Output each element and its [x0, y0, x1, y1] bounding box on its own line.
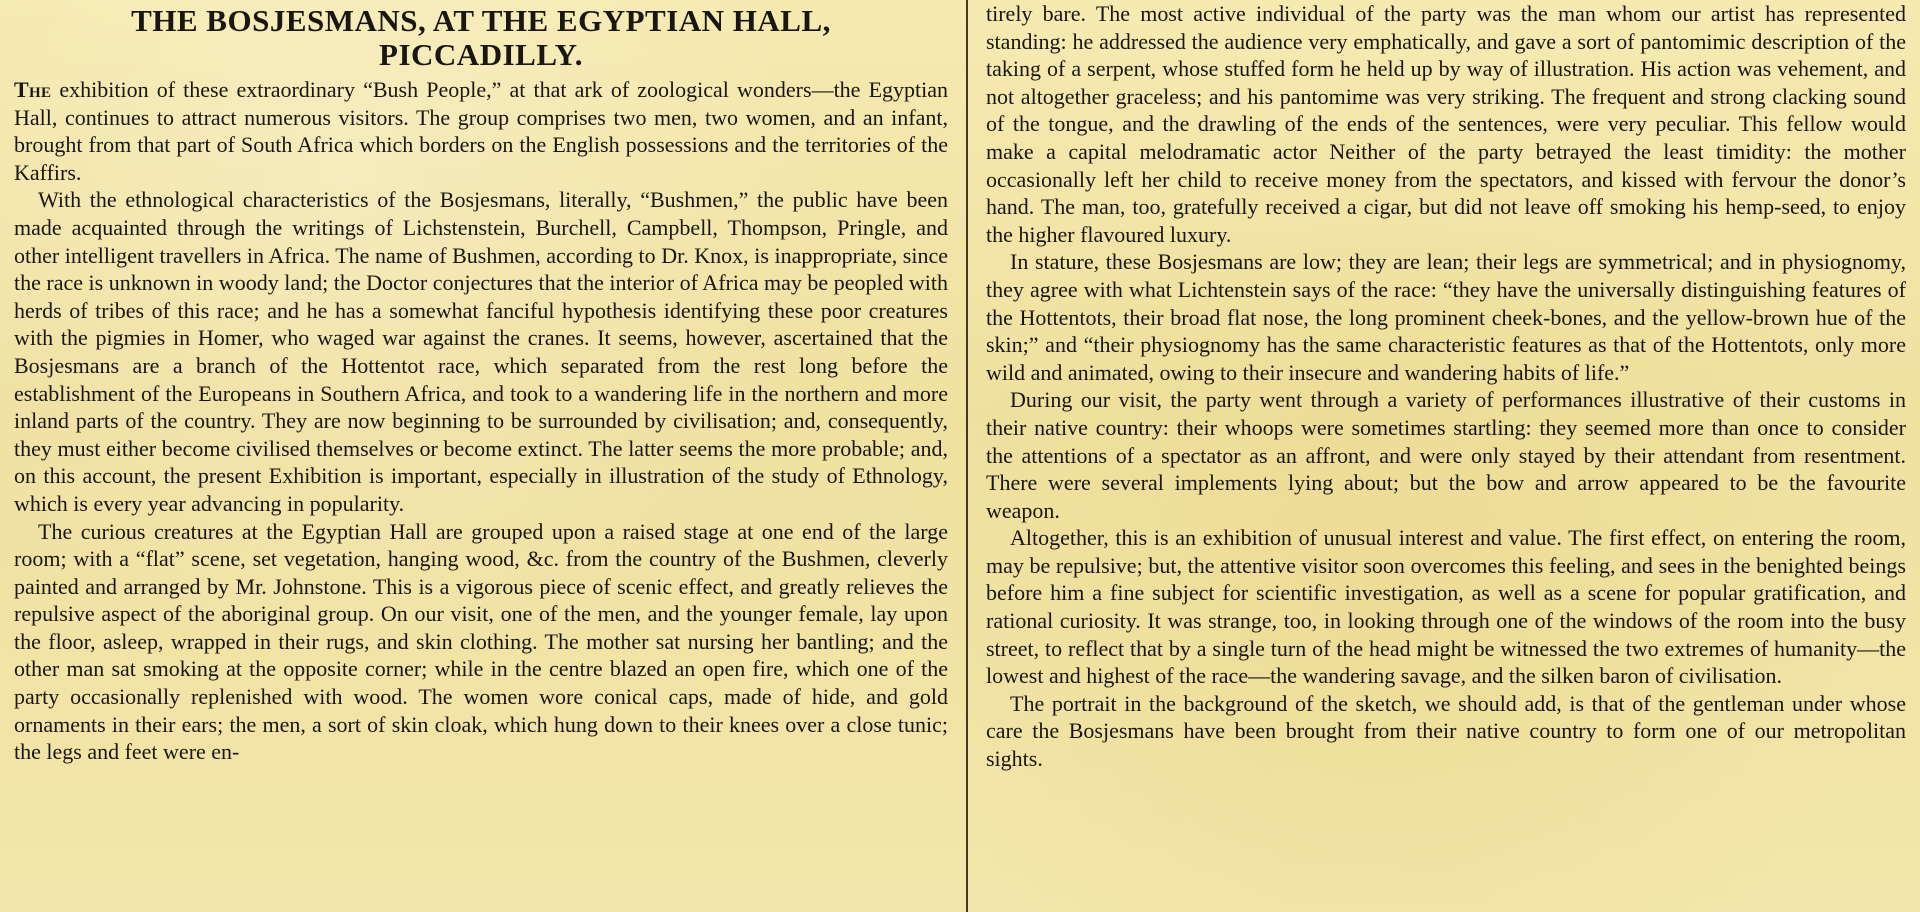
paragraph-3-continued: tirely bare. The most active individual of the party was the man whom our artist has represented standing: he addressed the audience very emphatically, and gave a sort of pantomimic description of the taking of a serpent, whose stuffed form he held up by way of illustration. His action was vehement, and not altogether graceless; and his pantomime was very striking. The frequent and strong clacking sound of the tongue, and the drawling of the ends of the sentences, were very peculiar. This fellow would make a capital melodramatic actor Neither of the party betrayed the least timidity: the mother occasionally left her child to receive money from the spectators, and kissed with fervour the donor’s hand. The man, too, gratefully received a cigar, but did not leave off smoking his hemp-seed, to enjoy the higher flavoured luxury.: [986, 1, 1906, 247]
paragraph-2: With the ethnological characteristics of the Bosjesmans, literally, “Bushmen,” the public have been made acquainted through the writings of Lichstenstein, Burchell, Campbell, Thompson, Pringle, and other intelligent travellers in Africa. The name of Bushmen, according to Dr. Knox, is inappropriate, since the race is unknown in woody land; the Doctor conjectures that the interior of Africa may be peopled with herds of tribes of this race; and he has a somewhat fanciful hypothesis identifying these poor creatures with the pigmies in Homer, who waged war against the cranes. It seems, however, ascertained that the Bosjesmans are a branch of the Hottentot race, which separated from the rest long before the establishment of the Europeans in Southern Africa, and took to a wandering life in the northern and more inland parts of the country. They are now beginning to be surrounded by civilisation; and, consequently, they must either become civilised themselves or become extinct. The latter seems the more probable; and, on this account, the present Exhibition is important, especially in illustration of the study of Ethnology, which is every year advancing in popularity.: [14, 187, 948, 516]
paragraph-1-lead-word: The: [14, 77, 52, 102]
paragraph-1-text: exhibition of these extraordinary “Bush People,” at that ark of zoological wonders—the Egyptian Hall, continues to attract numerous visitors. The group comprises two men, two women, and an infant, brought from that part of South Africa which borders on the English possessions and the territories of the Kaffirs.: [14, 77, 948, 185]
paragraph-5: During our visit, the party went through a variety of performances illustrative of their customs in their native country: their whoops were sometimes startling: they seemed more than once to consider the attentions of a spectator as an affront, and were only stayed by their attendant from resentment. There were several implements lying about; but the bow and arrow appeared to be the favourite weapon.: [986, 387, 1906, 523]
column-divider: [966, 0, 968, 912]
left-column: [14, 0, 948, 912]
article-title-line-2: PICCADILLY.: [379, 37, 583, 72]
paragraph-4: In stature, these Bosjesmans are low; they are lean; their legs are symmetrical; and in physiognomy, they agree with what Lichtenstein says of the race: “they have the universally distinguishing features of the Hottentots, their broad flat nose, the long prominent cheek-bones, and the yellow-brown hue of the skin;” and “their physiognomy has the same characteristic features as that of the Hottentots, only more wild and animated, owing to their insecure and wandering habits of life.”: [986, 249, 1906, 385]
article-title: [14, 4, 948, 72]
paragraph-6: Altogether, this is an exhibition of unusual interest and value. The first effect, on entering the room, may be repulsive; but, the attentive visitor soon overcomes this feeling, and sees in the benighted beings before him a fine subject for scientific investigation, as well as a scene for popular gratification, and rational curiosity. It was strange, too, in looking through one of the windows of the room into the busy street, to reflect that by a single turn of the head might be witnessed the two extremes of humanity—the lowest and highest of the race—the wandering savage, and the silken baron of civilisation.: [986, 525, 1906, 689]
paragraph-7: The portrait in the background of the sketch, we should add, is that of the gentleman under whose care the Bosjesmans have been brought from their native country to form one of our metropolitan sights.: [986, 690, 1906, 772]
article-title-line-1: THE BOSJESMANS, AT THE EGYPTIAN HALL,: [131, 3, 831, 38]
paragraph-3: The curious creatures at the Egyptian Hall are grouped upon a raised stage at one end of the large room; with a “flat” scene, set vegetation, hanging wood, &c. from the country of the Bushmen, cleverly painted and arranged by Mr. Johnstone. This is a vigorous piece of scenic effect, and greatly relieves the repulsive aspect of the aboriginal group. On our visit, one of the men, and the younger female, lay upon the floor, asleep, wrapped in their rugs, and skin clothing. The mother sat nursing her bantling; and the other man sat smoking at the opposite corner; while in the centre blazed an open fire, which one of the party occasionally replenished with wood. The women wore conical caps, made of hide, and gold ornaments in their ears; the men, a sort of skin cloak, which hung down to their knees over a close tunic; the legs and feet were en-: [14, 518, 948, 765]
paragraph-1: [14, 76, 948, 186]
right-column: [986, 0, 1906, 912]
